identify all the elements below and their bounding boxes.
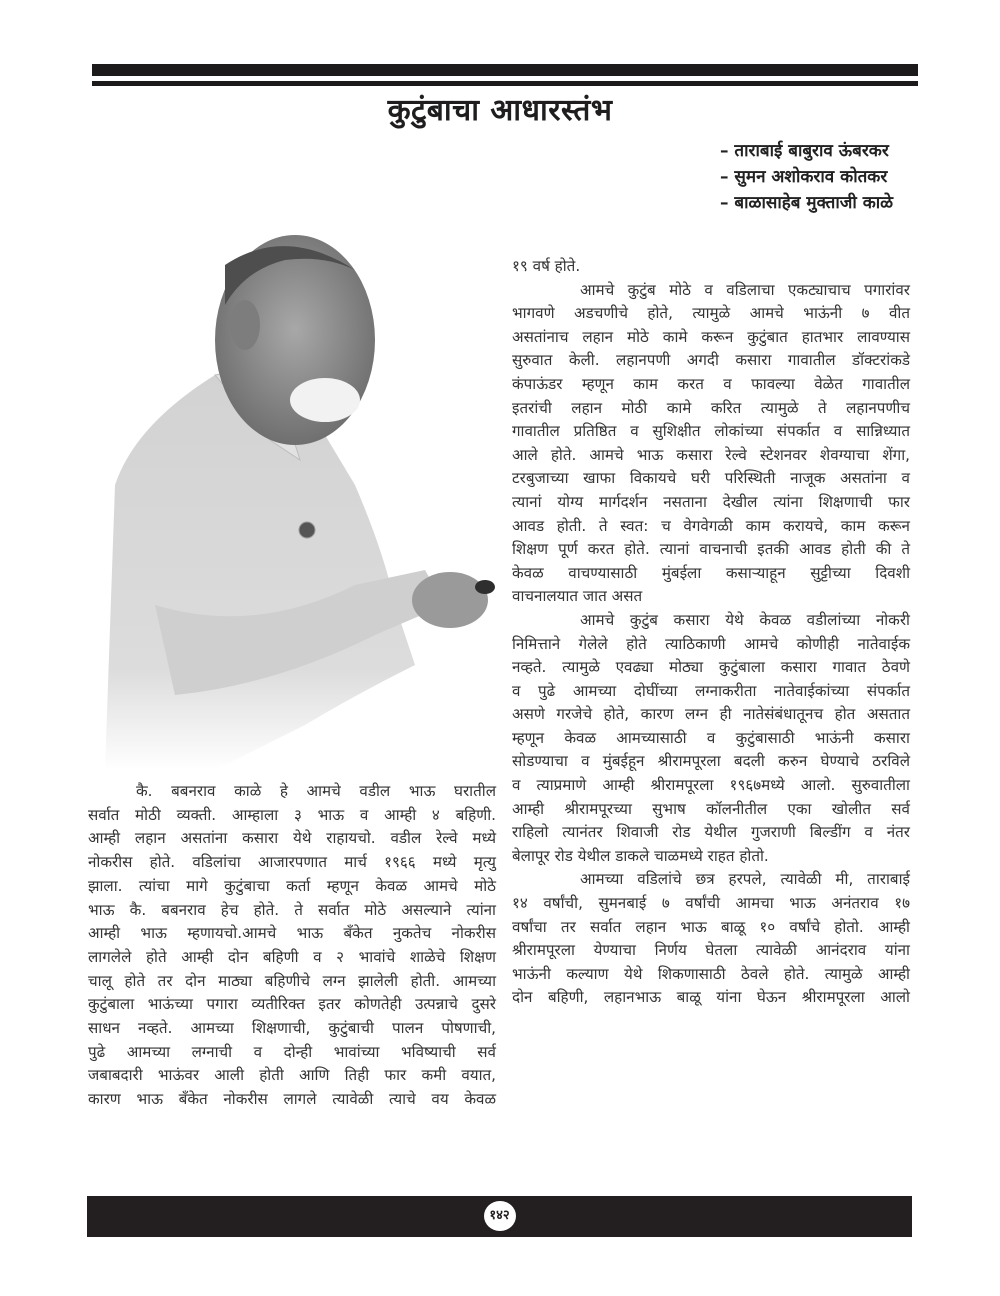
- text-line: आमचे कुटुंब कसारा येथे केवळ वडीलांच्या नोकरी: [580, 610, 910, 629]
- text-line: भाऊंनी कल्याण येथे शिकणासाठी ठेवले होते. त्यामुळे आम्ही: [512, 964, 910, 983]
- text-line: राहिलो त्यानंतर शिवाजी रोड येथील गुजराणी बिल्डींग व नंतर: [512, 823, 910, 842]
- text-line: आमच्या वडिलांचे छत्र हरपले, त्यावेळी मी, ताराबाई: [580, 870, 910, 889]
- author-name: – बाळासाहेब मुक्ताजी काळे: [720, 193, 894, 213]
- article-title: कुटुंबाचा आधारस्तंभ: [387, 93, 613, 128]
- text-line: दोन बहिणी, लहानभाऊ बाळू यांना घेऊन श्रीरामपूरला आलो: [512, 988, 910, 1007]
- text-line: असतांनाच लहान मोठे कामे करून कुटुंबात हातभार लावण्यास: [512, 327, 910, 346]
- text-line: भागवणे अडचणीचे होते, त्यामुळे आमचे भाऊंनी ७ वीत: [512, 304, 910, 323]
- text-line: व पुढे आमच्या दोघींच्या लग्नाकरीता नातेवाईकांच्या संपर्कात: [512, 681, 910, 700]
- portrait-photo-icon: [95, 225, 505, 770]
- left-column-text: [88, 780, 496, 1112]
- text-line: १४ वर्षांची, सुमनबाई ७ वर्षांची आमचा भाऊ अनंतराव १७: [512, 894, 910, 913]
- text-line: बेलापूर रोड येथील डाकले चाळमध्ये राहत होतो.: [512, 846, 769, 865]
- author-name: – सुमन अशोकराव कोतकर: [720, 167, 888, 187]
- portrait-photo: [95, 225, 505, 770]
- text-line: आम्ही भाऊ म्हणायचो.आमचे भाऊ बँकेत नुकतेच नोकरीस: [88, 924, 496, 943]
- text-line: आवड होती. ते स्वत: च वेगवेगळी काम करायचे, काम करून: [512, 516, 910, 535]
- right-column-text: [512, 255, 910, 1010]
- text-line: कै. बबनराव काळे हे आमचे वडील भाऊ घरातील: [136, 782, 496, 800]
- text-line: भाऊ कै. बबनराव हेच होते. ते सर्वात मोठे असल्याने त्यांना: [88, 900, 496, 919]
- header-rule-thin: [92, 81, 918, 86]
- text-line: गावातील प्रतिष्ठित व सुशिक्षीत लोकांच्या संपर्कात व सान्निध्यात: [512, 422, 910, 441]
- text-line: नोकरीस होते. वडिलांचा आजारपणात मार्च १९६६ मध्ये मृत्यु: [88, 853, 496, 872]
- page-number: १४२: [484, 1201, 516, 1231]
- text-line: टरबुजाच्या खाफा विकायचे घरी परिस्थिती नाजूक असतांना व: [512, 469, 910, 488]
- text-line: श्रीरामपूरला येण्याचा निर्णय घेतला त्यावेळी आनंदराव यांना: [512, 941, 910, 960]
- text-line: चालू होते तर दोन माठ्या बहिणीचे लग्न झालेली होती. आमच्या: [88, 971, 496, 990]
- footer-bar: [87, 1196, 912, 1237]
- text-line: सर्वात मोठी व्यक्ती. आम्हाला ३ भाऊ व आम्ही ४ बहिणी.: [88, 805, 496, 824]
- author-list: [612, 138, 912, 216]
- text-line: झाला. त्यांचा मागे कुटुंबाचा कर्ता म्हणून केवळ आमचे मोठे: [88, 876, 496, 895]
- text-line: वाचनालयात जात असत: [512, 587, 643, 606]
- text-line: व त्याप्रमाणे आम्ही श्रीरामपूरला १९६७मध्ये आलो. सुरुवातीला: [512, 776, 910, 795]
- text-line: केवळ वाचण्यासाठी मुंबईला कसाऱ्याहून सुट्टीच्या दिवशी: [512, 563, 910, 582]
- text-line: लागलेले होते आम्ही दोन बहिणी व २ भावांचे शाळेचे शिक्षण: [88, 947, 496, 966]
- text-line: सोडण्याचा व मुंबईहून श्रीरामपूरला बदली करुन घेण्याचे ठरविले: [512, 752, 910, 771]
- text-line: त्यानां योग्य मार्गदर्शन नसताना देखील त्यांना शिक्षणाची फार: [512, 492, 910, 511]
- text-line: पुढे आमच्या लग्नाची व दोन्ही भावांच्या भविष्याची सर्व: [88, 1042, 496, 1061]
- text-line: सुरुवात केली. लहानपणी अगदी कसारा गावातील डॉक्टरांकडे: [512, 351, 910, 370]
- text-line: साधन नव्हते. आमच्या शिक्षणाची, कुटुंबाची पालन पोषणाची,: [88, 1019, 496, 1038]
- text-line: म्हणून केवळ आमच्यासाठी व कुटुंबासाठी भाऊंनी कसारा: [512, 728, 910, 747]
- text-line: वर्षांचा तर सर्वात लहान भाऊ बाळू १० वर्षांचे होतो. आम्ही: [512, 917, 910, 936]
- text-line: १९ वर्ष होते.: [512, 257, 581, 275]
- text-line: इतरांची लहान मोठी कामे करित त्यामुळे ते लहानपणीच: [512, 398, 910, 417]
- text-line: नव्हते. त्यामुळे एवढ्या मोठ्या कुटुंबाला कसारा गावात ठेवणे: [512, 658, 910, 677]
- text-line: आम्ही लहान असतांना कसारा येथे राहायचो. वडील रेल्वे मध्ये: [88, 829, 496, 848]
- author-name: – ताराबाई बाबुराव ऊंबरकर: [720, 141, 889, 161]
- text-line: आम्ही श्रीरामपूरच्या सुभाष कॉलनीतील एका खोलीत सर्व: [512, 799, 910, 818]
- header-rule-thick: [92, 64, 918, 76]
- text-line: कारण भाऊ बँकेत नोकरीस लागले त्यावेळी त्याचे वय केवळ: [88, 1090, 496, 1109]
- text-line: कंपाऊंडर म्हणून काम करत व फावल्या वेळेत गावातील: [512, 374, 910, 393]
- text-line: आमचे कुटुंब मोठे व वडिलाचा एकट्याचाच पगारांवर: [580, 280, 910, 299]
- text-line: जबाबदारी भाऊंवर आली होती आणि तिही फार कमी वयात,: [88, 1066, 496, 1085]
- text-line: शिक्षण पूर्ण करत होते. त्यानां वाचनाची इतकी आवड होती की ते: [512, 540, 910, 559]
- text-line: असणे गरजेचे होते, कारण लग्न ही नातेसंबंधातूनच होत असतात: [512, 705, 910, 724]
- text-line: निमित्ताने गेलेले होते त्याठिकाणी आमचे कोणीही नातेवाईक: [512, 634, 910, 653]
- text-line: आले होते. आमचे भाऊ कसारा रेल्वे स्टेशनवर शेवग्याचा शेंगा,: [512, 445, 910, 464]
- text-line: कुटुंबाला भाऊंच्या पगारा व्यतीरिक्त इतर कोणतेही उत्पन्नाचे दुसरे: [88, 995, 496, 1014]
